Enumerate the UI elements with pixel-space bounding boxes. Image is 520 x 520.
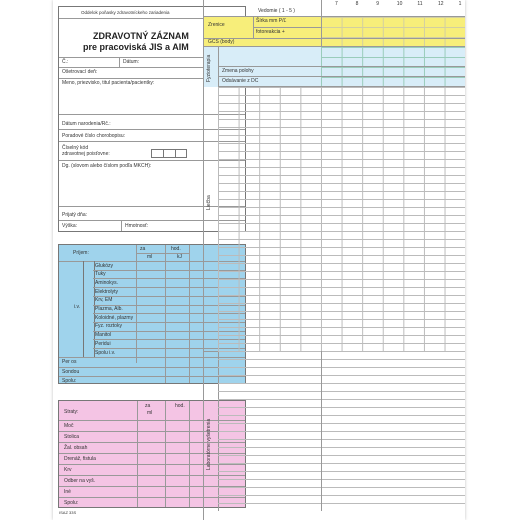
- pupils-label: Zrenice: [208, 22, 225, 28]
- hour-column-header: 9: [376, 1, 379, 7]
- per-os-label: Per os: [62, 359, 77, 365]
- intake-total-label: Spolu:: [62, 378, 77, 384]
- intake-row: Krv, EM: [95, 297, 113, 304]
- hour-column-header: 10: [396, 1, 403, 7]
- pupil-width-label: Šírka mm P/Ľ: [256, 18, 287, 24]
- patient-name-label: Meno, priezvisko, titul pacienta/pacientky:: [62, 80, 155, 86]
- intake-row: Koloidné, plazmy: [95, 314, 134, 321]
- insurance-code-label: Číselný kód zdravotnej poisťovne:: [62, 145, 110, 157]
- intake-row: Glukózy: [95, 262, 114, 269]
- photoreaction-label: fotoreakcia +: [256, 29, 285, 35]
- position-change-label: Zmena polohy: [222, 68, 254, 74]
- output-ml-label: ml: [147, 410, 153, 416]
- intake-row: Fyz. roztoky: [95, 323, 122, 330]
- output-row: Moč: [64, 423, 74, 429]
- intake-row: Plazma, Alb.: [95, 306, 123, 312]
- output-row: Iné: [64, 489, 71, 495]
- intake-za-label: za: [140, 246, 146, 252]
- treatment-grid: [218, 86, 465, 352]
- form-title: ZDRAVOTNÝ ZÁZNAM: [93, 31, 189, 41]
- insurance-code-boxes: [151, 149, 187, 158]
- form-subtitle: pre pracoviská JIS a AIM: [83, 42, 189, 52]
- record-number-label: Poradové číslo chorobopisu:: [62, 133, 126, 139]
- intake-hod-label: hod.: [171, 246, 181, 252]
- gcs-label: GCS (body): [208, 39, 235, 45]
- height-label: Výška:: [62, 223, 78, 229]
- physiotherapy-label: Fyzioterapia: [206, 54, 212, 82]
- intake-row: Spolu i.v.: [95, 349, 116, 356]
- care-day-label: Ošetrovací deň:: [62, 69, 98, 75]
- output-row: Stolica: [64, 434, 80, 440]
- number-label: Č.:: [62, 59, 69, 65]
- hour-column-header: 11: [417, 1, 423, 7]
- birth-date-label: Dátum narodenia/Rč.:: [62, 121, 111, 127]
- hour-column-header: 7: [335, 1, 338, 7]
- hour-column-header: 1: [458, 1, 462, 7]
- output-row: Odber na vyš.: [64, 478, 96, 484]
- output-row: Spolu:: [64, 500, 79, 506]
- losses-label: Straty:: [64, 409, 79, 415]
- medical-record-sheet: [53, 0, 465, 520]
- consciousness-label: Vedomie ( 1 - 5 ): [258, 8, 295, 14]
- iv-bracket: [83, 261, 95, 357]
- intake-label: Príjem:: [73, 250, 89, 256]
- weight-label: Hmotnosť:: [125, 223, 149, 229]
- intake-ml-label: ml: [147, 254, 153, 260]
- treatment-label: Liečba: [206, 195, 212, 210]
- output-row: Drenáž, fistula: [64, 456, 96, 462]
- lab-tests-label: Laboratórne vyšetrenia: [206, 418, 212, 470]
- hour-column-header: 12: [438, 1, 444, 7]
- output-row: Krv: [64, 467, 72, 473]
- output-za-label: za: [145, 403, 151, 409]
- diagnosis-label: Dg. (slovom alebo číslom podľa MKCH):: [62, 163, 152, 169]
- intake-kj-label: kJ: [177, 254, 182, 260]
- department-label: Oddelok poňasky zdravotníckeho zariadenia: [81, 10, 170, 15]
- admitted-label: Prijatý dňa:: [62, 212, 88, 218]
- intake-row: Aminokys.: [95, 279, 119, 286]
- hour-column-header: 8: [355, 1, 359, 7]
- output-row: Žal. obsah: [64, 445, 88, 451]
- intake-row: Peridui: [95, 340, 111, 347]
- lab-area: [218, 351, 465, 511]
- output-hod-label: hod.: [175, 403, 185, 409]
- intake-row: Tuky: [95, 271, 106, 278]
- sondou-label: Sondou: [62, 369, 80, 375]
- form-code: ISAZ 33S: [59, 510, 77, 515]
- iv-label: i.v.: [74, 304, 81, 310]
- intake-row: Manitol: [95, 332, 112, 339]
- date-label: Dátum:: [123, 59, 140, 65]
- intake-row: Elektrolyty: [95, 288, 119, 295]
- suction-label: Odsávanie z DC: [222, 78, 259, 84]
